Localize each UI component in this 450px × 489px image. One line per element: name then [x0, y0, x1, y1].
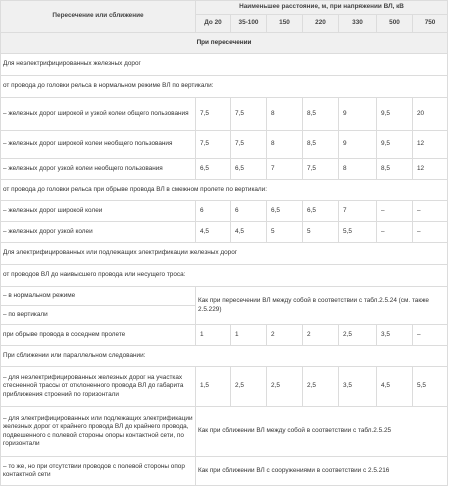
row-label: – железных дорог широкой и узкой колеи общего пользования	[1, 98, 196, 131]
cell-note: Как при сближении ВЛ с сооружениями в соответствии с 2.5.216	[196, 457, 448, 486]
table-row	[1, 243, 448, 265]
header-voltage-2: 150	[267, 15, 303, 33]
header-row-group	[1, 1, 448, 15]
cell-value: 8	[267, 98, 303, 131]
section-crossing: При пересечении	[1, 33, 448, 54]
table-row	[1, 131, 448, 159]
table-row	[1, 265, 448, 287]
table-row	[1, 159, 448, 180]
header-voltage-6: 750	[413, 15, 448, 33]
header-voltage-0: До 20	[196, 15, 231, 33]
cell-value: 7,5	[303, 159, 339, 180]
table-row	[1, 346, 448, 367]
cell-value: 6	[231, 201, 267, 222]
cell-note: Как при сближении ВЛ между собой в соответствии с табл.2.5.25	[196, 407, 448, 457]
cell-value: 2,5	[339, 325, 377, 346]
cell-value: –	[377, 222, 413, 243]
cell-value: 3,5	[377, 325, 413, 346]
cell-value: 6	[196, 201, 231, 222]
header-crossing-column: Пересечение или сближение	[1, 1, 196, 33]
cell-value: 8,5	[303, 131, 339, 159]
table-row	[1, 98, 448, 131]
row-label: – в нормальном режиме	[1, 287, 196, 306]
table-row	[1, 222, 448, 243]
table-row	[1, 76, 448, 98]
row-label: от провода до головки рельса при обрыве провода ВЛ в смежном пролете по вертикали:	[1, 180, 448, 201]
cell-value: 5	[267, 222, 303, 243]
cell-value: 2,5	[231, 367, 267, 407]
cell-note: Как при пересечении ВЛ между собой в соответствии с табл.2.5.24 (см. также 2.5.229)	[196, 287, 448, 325]
cell-value: 7	[339, 201, 377, 222]
row-label: Для неэлектрифицированных железных дорог	[1, 54, 448, 76]
cell-value: 5,5	[339, 222, 377, 243]
cell-value: 6,5	[231, 159, 267, 180]
row-label: от проводов ВЛ до наивысшего провода или несущего троса:	[1, 265, 448, 287]
header-voltage-4: 330	[339, 15, 377, 33]
table-row	[1, 325, 448, 346]
cell-value: 6,5	[267, 201, 303, 222]
header-voltage-5: 500	[377, 15, 413, 33]
cell-value: –	[413, 325, 448, 346]
table-row	[1, 54, 448, 76]
cell-value: 7,5	[196, 131, 231, 159]
table-row	[1, 287, 448, 306]
row-label: – для электрифицированных или подлежащих электрификации железных дорог от крайнего провода ВЛ до крайнего провода, подвешенного с полевой стороны опоры контактной сети, по горизонтали	[1, 407, 196, 457]
cell-value: 5	[303, 222, 339, 243]
row-label: – для неэлектрифицированных железных дорог на участках стесненной трассы от отклоненного провода ВЛ до габарита приближения строений по горизонтали	[1, 367, 196, 407]
cell-value: –	[413, 222, 448, 243]
row-label: – железных дорог широкой колеи необщего пользования	[1, 131, 196, 159]
header-voltage-group: Наименьшее расстояние, м, при напряжении ВЛ, кВ	[196, 1, 448, 15]
cell-value: 7,5	[231, 131, 267, 159]
row-label: – по вертикали	[1, 306, 196, 325]
row-label: от провода до головки рельса в нормальном режиме ВЛ по вертикали:	[1, 76, 448, 98]
cell-value: 7,5	[231, 98, 267, 131]
cell-value: 20	[413, 98, 448, 131]
header-voltage-1: 35-100	[231, 15, 267, 33]
cell-value: 12	[413, 131, 448, 159]
row-label: – железных дорог узкой колеи необщего пользования	[1, 159, 196, 180]
cell-value: 7,5	[196, 98, 231, 131]
section-row	[1, 33, 448, 54]
cell-value: 4,5	[377, 367, 413, 407]
cell-value: 9,5	[377, 131, 413, 159]
cell-value: –	[413, 201, 448, 222]
cell-value: 2	[267, 325, 303, 346]
cell-value: 9,5	[377, 98, 413, 131]
cell-value: 2	[303, 325, 339, 346]
cell-value: 8	[339, 159, 377, 180]
row-label: при обрыве провода в соседнем пролете	[1, 325, 196, 346]
table-row	[1, 201, 448, 222]
cell-value: 6,5	[196, 159, 231, 180]
cell-value: 2,5	[303, 367, 339, 407]
row-label: Для электрифицированных или подлежащих электрификации железных дорог	[1, 243, 448, 265]
cell-value: –	[377, 201, 413, 222]
row-label: – железных дорог узкой колеи	[1, 222, 196, 243]
table-row	[1, 180, 448, 201]
header-voltage-3: 220	[303, 15, 339, 33]
cell-value: 9	[339, 131, 377, 159]
table-row	[1, 407, 448, 457]
cell-value: 8,5	[303, 98, 339, 131]
cell-value: 3,5	[339, 367, 377, 407]
cell-value: 5,5	[413, 367, 448, 407]
table-row	[1, 367, 448, 407]
cell-value: 4,5	[231, 222, 267, 243]
row-label: – то же, но при отсутствии проводов с полевой стороны опор контактной сети	[1, 457, 196, 486]
cell-value: 7	[267, 159, 303, 180]
cell-value: 8	[267, 131, 303, 159]
cell-value: 8,5	[377, 159, 413, 180]
cell-value: 6,5	[303, 201, 339, 222]
cell-value: 9	[339, 98, 377, 131]
row-label: – железных дорог широкой колеи	[1, 201, 196, 222]
cell-value: 1	[231, 325, 267, 346]
cell-value: 1	[196, 325, 231, 346]
cell-value: 2,5	[267, 367, 303, 407]
cell-value: 4,5	[196, 222, 231, 243]
table-row	[1, 457, 448, 486]
cell-value: 12	[413, 159, 448, 180]
row-label: При сближении или параллельном следовании:	[1, 346, 448, 367]
cell-value: 1,5	[196, 367, 231, 407]
